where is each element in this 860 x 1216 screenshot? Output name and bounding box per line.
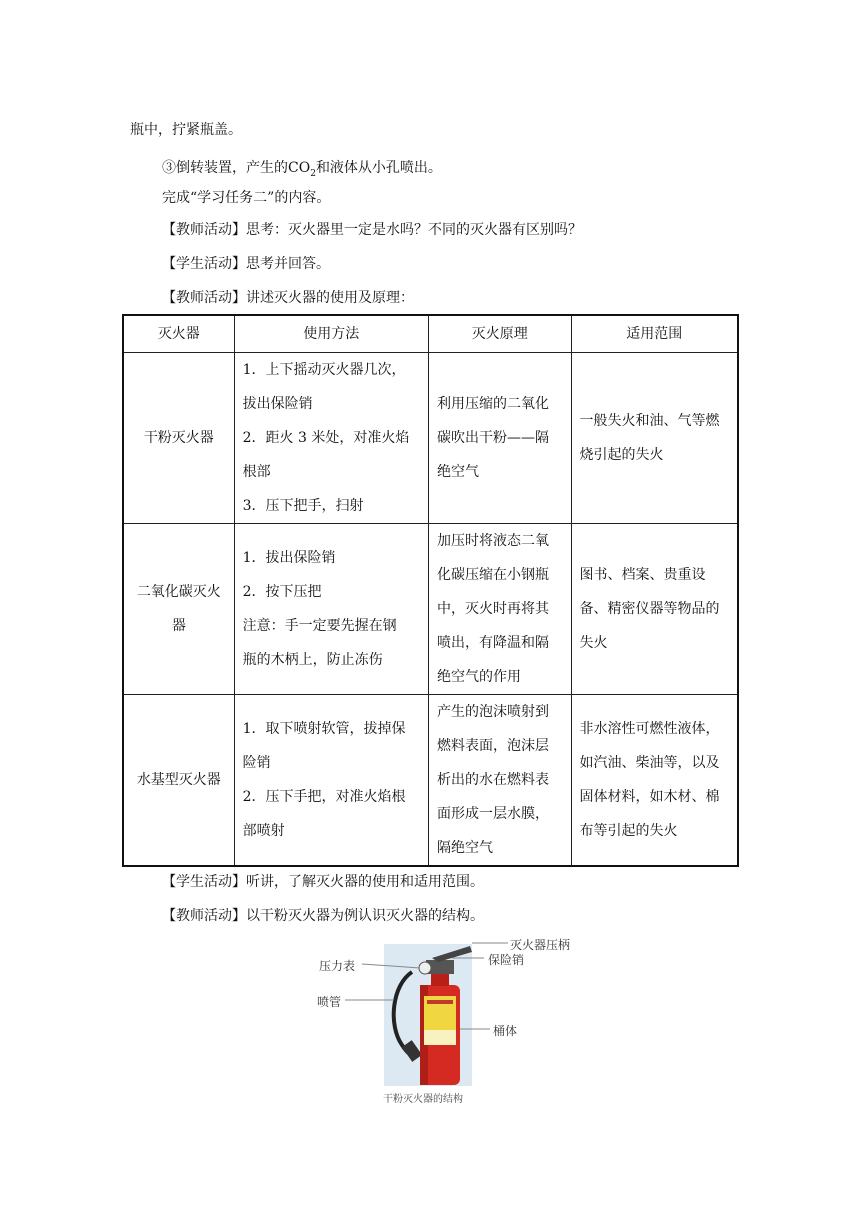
text-line: 固体材料，如木材、棉 [579,789,720,805]
text-line: 注意：手一定要先握在钢 [242,618,397,634]
co2-subscript: 2 [310,168,316,179]
scope-cell [571,353,738,524]
text-line: 析出的水在燃料表 [436,772,549,788]
label-pin: 保险销 [488,953,525,967]
label-body: 桶体 [493,1024,518,1038]
text-line: 利用压缩的二氧化 [436,396,549,412]
paragraph-1: 瓶中，拧紧瓶盖。 [130,122,242,138]
figure-background [384,944,472,1086]
extinguisher-name [123,524,234,695]
table-header-cell: 灭火器 [123,315,234,353]
text-line: 失火 [579,635,608,651]
handle-lever [432,946,472,962]
paragraph-3: 完成“学习任务二”的内容。 [162,190,331,206]
principle-cell [428,524,571,695]
cylinder-neck [431,972,449,986]
table-header-cell: 适用范围 [571,315,738,353]
paragraph-4: 【教师活动】思考：灭火器里一定是水吗？不同的灭火器有区别吗？ [162,222,582,238]
paragraph-5: 【学生活动】思考并回答。 [162,256,330,272]
text-line: 部喷射 [242,823,285,839]
text-line: 加压时将液态二氧 [436,533,549,549]
text-line: 布等引起的失火 [579,823,678,839]
label-gauge: 压力表 [319,959,356,973]
scope-cell [571,695,738,867]
table-header-cell: 使用方法 [234,315,428,353]
text-line: 一般失火和油、气等燃 [579,413,720,429]
paragraph-7: 【学生活动】听讲，了解灭火器的使用和适用范围。 [162,874,484,890]
text-line: 碳吹出干粉——隔 [436,430,549,446]
paragraph-2-post: 和液体从小孔喷出。 [315,160,442,176]
label-lower [424,1030,456,1045]
table-header-cell: 灭火原理 [428,315,571,353]
paragraph-2 [162,158,442,184]
hose-shape [394,972,414,1058]
extinguisher-table [122,314,739,867]
label-stripe [427,1000,453,1004]
label-handle: 灭火器压柄 [510,938,571,952]
text-line: 绝空气的作用 [436,669,521,685]
text-line: 备、精密仪器等物品的 [579,601,720,617]
leader-gauge [362,964,420,968]
text-line: 隔绝空气 [436,840,493,856]
text-line: 产生的泡沫喷射到 [436,704,549,720]
text-line: 1．取下喷射软管，拔掉保 [242,721,406,737]
text-line: 如汽油、柴油等，以及 [579,755,720,771]
usage-cell [234,353,428,524]
extinguisher-name: 干粉灭火器 [123,353,234,524]
label-hose: 喷管 [317,995,342,1009]
text-line: 化碳压缩在小钢瓶 [436,567,549,583]
text-line: 燃料表面，泡沫层 [436,738,549,754]
text-line: 器 [171,618,186,634]
usage-cell [234,524,428,695]
text-line: 绝空气 [436,464,479,480]
pressure-gauge [419,962,431,974]
label-plate [424,996,456,1030]
table-row [123,695,738,867]
extinguisher-name: 水基型灭火器 [123,695,234,867]
figure-caption: 干粉灭火器的结构 [383,1094,463,1105]
text-line: 1．拔出保险销 [242,550,336,566]
text-line: 险销 [242,755,271,771]
text-line: 面形成一层水膜， [436,806,549,822]
scope-cell [571,524,738,695]
cylinder-shade [420,985,428,1085]
table-row [123,524,738,695]
paragraph-2-pre: ③倒转装置，产生的CO [162,160,311,176]
table-header-row [123,315,738,353]
paragraph-6: 【教师活动】讲述灭火器的使用及原理： [162,290,414,306]
text-line: 图书、档案、贵重设 [579,567,706,583]
nozzle-shape [402,1040,422,1062]
cylinder-body [420,985,460,1085]
text-line: 根部 [242,464,271,480]
text-line: 拔出保险销 [242,396,313,412]
text-line: 2．距火 3 米处，对准火焰 [242,430,410,446]
text-line: 瓶的木柄上，防止冻伤 [242,652,383,668]
text-line: 3．压下把手，扫射 [242,498,364,514]
paragraph-8: 【教师活动】以干粉灭火器为例认识灭火器的结构。 [162,908,484,924]
principle-cell [428,353,571,524]
text-line: 非水溶性可燃性液体， [579,721,720,737]
text-line: 烧引起的失火 [579,447,664,463]
text-line: 2．压下手把，对准火焰根 [242,789,406,805]
valve-head [426,960,454,974]
text-line: 2．按下压把 [242,584,322,600]
usage-cell [234,695,428,867]
principle-cell [428,695,571,867]
text-line: 喷出，有降温和隔 [436,635,549,651]
text-line: 1．上下摇动灭火器几次， [242,362,406,378]
text-line: 二氧化碳灭火 [136,584,221,600]
table-row [123,353,738,524]
text-line: 中，灭火时再将其 [436,601,549,617]
